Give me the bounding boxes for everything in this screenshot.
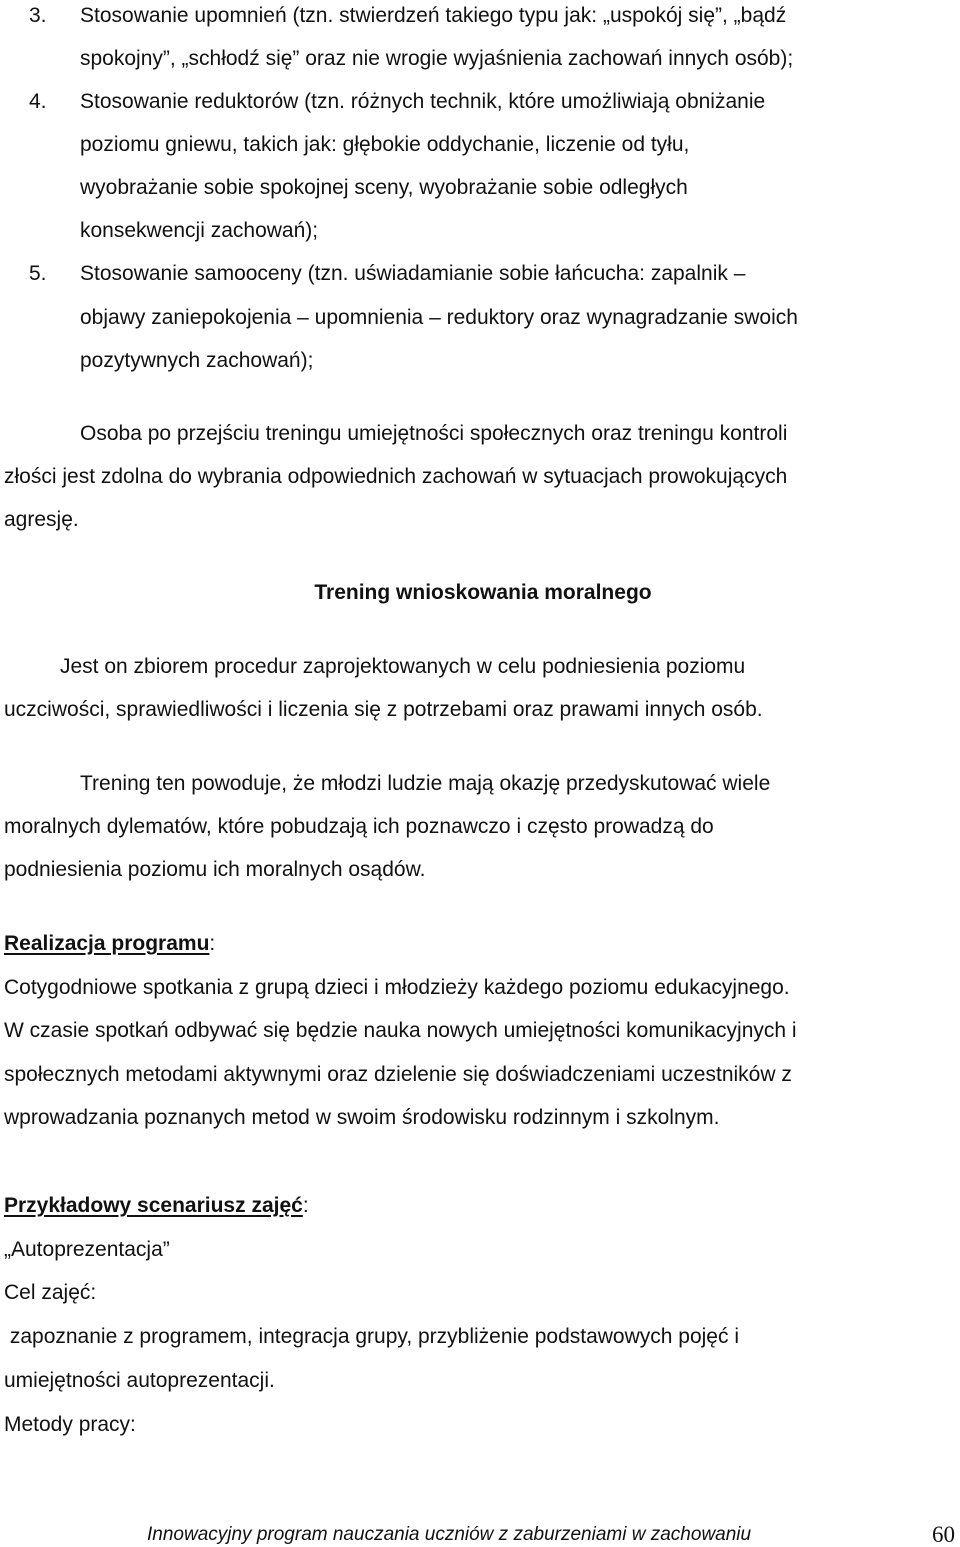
list-number-3: 3.: [29, 4, 47, 27]
realization-colon: :: [209, 932, 216, 955]
paragraph-moral-2-line-2: moralnych dylematów, które pobudzają ich poznawczo i często prowadzą do: [4, 815, 714, 838]
list-item-4-line-3: wyobrażanie sobie spokojnej sceny, wyobrażanie sobie odległych: [80, 176, 688, 199]
list-item-4-line-2: poziomu gniewu, takich jak: głębokie oddychanie, liczenie od tyłu,: [80, 133, 690, 156]
realization-label: Realizacja programu: [4, 932, 210, 955]
list-item-3-line-2: spokojny”, „schłodź się” oraz nie wrogie wyjaśnienia zachowań innych osób);: [80, 47, 794, 70]
section-heading-moral: Trening wnioskowania moralnego: [314, 581, 652, 604]
scenario-label: Przykładowy scenariusz zajęć: [4, 1194, 303, 1217]
page-number: 60: [932, 1522, 955, 1547]
footer-title: Innowacyjny program nauczania uczniów z zaburzeniami w zachowaniu: [147, 1524, 752, 1545]
methods-label: Metody pracy:: [4, 1413, 136, 1436]
realization-line-1: Cotygodniowe spotkania z grupą dzieci i młodzieży każdego poziomu edukacyjnego.: [4, 976, 790, 999]
goal-line-2: umiejętności autoprezentacji.: [4, 1369, 275, 1392]
list-item-5-line-2: objawy zaniepokojenia – upomnienia – reduktory oraz wynagradzanie swoich: [80, 306, 798, 329]
list-item-5-line-3: pozytywnych zachowań);: [80, 349, 314, 372]
realization-line-2: W czasie spotkań odbywać się będzie nauka nowych umiejętności komunikacyjnych i: [4, 1019, 797, 1042]
list-item-3-line-1: Stosowanie upomnień (tzn. stwierdzeń takiego typu jak: „uspokój się”, „bądź: [80, 4, 787, 27]
list-number-5: 5.: [29, 262, 47, 285]
paragraph-anger-line-2: złości jest zdolna do wybrania odpowiednich zachowań w sytuacjach prowokujących: [4, 465, 788, 488]
paragraph-anger-line-3: agresję.: [4, 508, 79, 531]
scenario-colon: :: [302, 1194, 309, 1217]
realization-line-3: społecznych metodami aktywnymi oraz dzielenie się doświadczeniami uczestników z: [4, 1063, 792, 1086]
paragraph-anger-line-1: Osoba po przejściu treningu umiejętności społecznych oraz treningu kontroli: [80, 422, 788, 445]
paragraph-moral-1-line-1: Jest on zbiorem procedur zaprojektowanych w celu podniesienia poziomu: [60, 655, 746, 678]
paragraph-moral-2-line-1: Trening ten powoduje, że młodzi ludzie mają okazję przedyskutować wiele: [80, 772, 771, 795]
paragraph-moral-1-line-2: uczciwości, sprawiedliwości i liczenia się z potrzebami oraz prawami innych osób.: [4, 698, 763, 721]
scenario-title: „Autoprezentacja”: [4, 1238, 170, 1261]
list-item-4-line-4: konsekwencji zachowań);: [80, 219, 319, 242]
list-number-4: 4.: [29, 90, 47, 113]
realization-heading: [4, 933, 215, 954]
goal-label: Cel zajęć:: [4, 1281, 97, 1304]
scenario-heading: [4, 1195, 309, 1216]
list-item-5-line-1: Stosowanie samooceny (tzn. uświadamianie sobie łańcucha: zapalnik –: [80, 262, 746, 285]
paragraph-moral-2-line-3: podniesienia poziomu ich moralnych osądów.: [4, 858, 426, 881]
list-item-4-line-1: Stosowanie reduktorów (tzn. różnych technik, które umożliwiają obniżanie: [80, 90, 766, 113]
realization-line-4: wprowadzania poznanych metod w swoim środowisku rodzinnym i szkolnym.: [4, 1106, 720, 1129]
goal-line-1: zapoznanie z programem, integracja grupy, przybliżenie podstawowych pojęć i: [4, 1325, 739, 1348]
